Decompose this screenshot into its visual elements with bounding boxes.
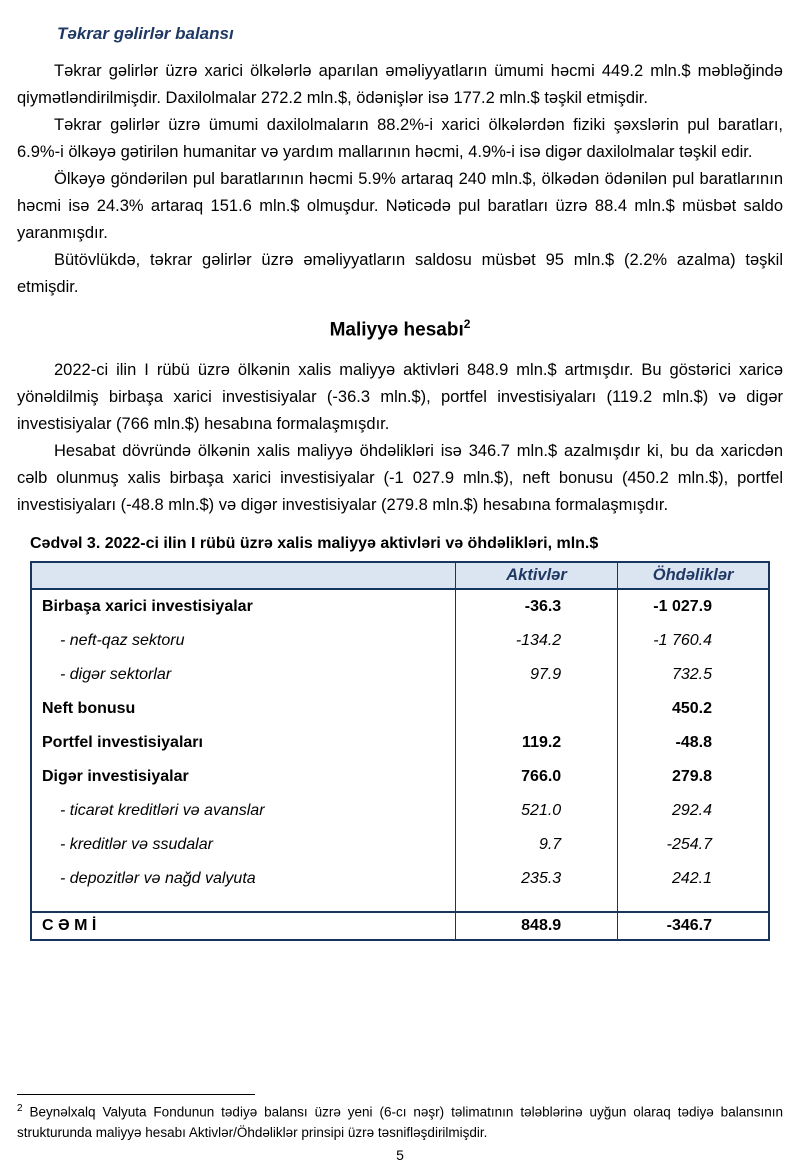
row-label: - depozitlər və nağd valyuta [31, 862, 455, 896]
row-label: Portfel investisiyaları [31, 726, 455, 760]
row-assets-value: -36.3 [455, 589, 617, 624]
footnote-body: Beynəlxalq Valyuta Fondunun tədiyə balansı üzrə yeni (6-cı nəşr) təlimatının tələblərinə uyğun olaraq tədiyə balansının strukturunda maliyyə hesabı Aktivlər/Öhdəliklər prinsipi üzrə təsnifləşdirilmişdir. [17, 1104, 783, 1140]
heading-financial-account-text: Maliyyə hesabı [329, 319, 464, 341]
row-assets-value: 119.2 [455, 726, 617, 760]
column-header-assets: Aktivlər [455, 562, 617, 589]
row-liabilities-value: -254.7 [618, 828, 769, 862]
row-assets-value: 521.0 [455, 794, 617, 828]
row-assets-value: 235.3 [455, 862, 617, 896]
row-liabilities-value: -1 760.4 [618, 624, 769, 658]
row-liabilities-value: 279.8 [618, 760, 769, 794]
row-label: C Ə M İ [31, 912, 455, 940]
table-row-total [31, 912, 769, 940]
row-assets-value: 9.7 [455, 828, 617, 862]
row-label: Birbaşa xarici investisiyalar [31, 589, 455, 624]
table-caption: Cədvəl 3. 2022-ci ilin I rübü üzrə xalis maliyyə aktivləri və öhdəlikləri, mln.$ [30, 535, 599, 553]
row-label: Neft bonusu [31, 692, 455, 726]
table-row-other-sectors [31, 658, 769, 692]
corner-cell [31, 562, 455, 589]
table-row-direct-investment [31, 589, 769, 624]
row-liabilities-value: -48.8 [618, 726, 769, 760]
net-financial-assets-liabilities-table [30, 561, 770, 941]
paragraph-recurrent-4: Bütövlükdə, təkrar gəlirlər üzrə əməliyyatların saldosu müsbət 95 mln.$ (2.2% azalma) təşkil etmişdir. [17, 251, 783, 296]
row-liabilities-value: 732.5 [618, 658, 769, 692]
footnote-reference-number: 2 [17, 1103, 23, 1114]
row-liabilities-value: -346.7 [618, 912, 769, 940]
row-assets-value [455, 896, 617, 912]
footnote-area [17, 1094, 783, 1143]
table-row-other-investment [31, 760, 769, 794]
paragraph-recurrent-2: Təkrar gəlirlər üzrə ümumi daxilolmaların 88.2%-i xarici ölkələrdən fiziki şəxslərin pul baratları, 6.9%-i ölkəyə gətirilən humanitar və yardım mallarının həcmi, 4.9%-i isə digər daxilolmalar təşkil edir. [17, 116, 783, 161]
row-liabilities-value [618, 896, 769, 912]
table-header-row [31, 562, 769, 589]
row-assets-value: -134.2 [455, 624, 617, 658]
paragraph-financial-2: Hesabat dövründə ölkənin xalis maliyyə öhdəlikləri isə 346.7 mln.$ azalmışdır ki, bu da xaricdən cəlb olunmuş xalis birbaşa xarici investisiyalar (-1 027.9 mln.$), neft bonusu (450.2 mln.$), portfel investisiyaları (-48.8 mln.$) və digər investisiyalar (279.8 mln.$) hesabına formalaşmışdır. [17, 442, 783, 515]
footnote-separator [17, 1094, 255, 1095]
paragraph-recurrent-1: Təkrar gəlirlər üzrə xarici ölkələrlə aparılan əməliyyatların ümumi həcmi 449.2 mln.$ məbləğində qiymətləndirilmişdir. Daxilolmalar 272.2 mln.$, ödənişlər isə 177.2 mln.$ təşkil etmişdir. [17, 62, 783, 107]
row-label: - digər sektorlar [31, 658, 455, 692]
row-label: - ticarət kreditləri və avanslar [31, 794, 455, 828]
row-liabilities-value: -1 027.9 [618, 589, 769, 624]
row-label: - neft-qaz sektoru [31, 624, 455, 658]
row-liabilities-value: 450.2 [618, 692, 769, 726]
row-liabilities-value: 242.1 [618, 862, 769, 896]
paragraph-recurrent-3: Ölkəyə göndərilən pul baratlarının həcmi 5.9% artaraq 240 mln.$, ölkədən ödənilən pul baratlarının həcmi isə 24.3% artaraq 151.6 mln.$ olmuşdur. Nəticədə pul baratları üzrə 88.4 mln.$ müsbət saldo yaranmışdır. [17, 170, 783, 242]
table-row-oil-gas-sector [31, 624, 769, 658]
row-assets-value [455, 692, 617, 726]
row-assets-value: 848.9 [455, 912, 617, 940]
row-assets-value: 766.0 [455, 760, 617, 794]
table-row-loans [31, 828, 769, 862]
table-row-oil-bonus [31, 692, 769, 726]
heading-financial-account [17, 317, 783, 341]
table-row-spacer [31, 896, 769, 912]
heading-recurrent-income-balance: Təkrar gəlirlər balansı [57, 24, 234, 43]
row-liabilities-value: 292.4 [618, 794, 769, 828]
heading-footnote-reference: 2 [463, 317, 471, 331]
column-header-liabilities: Öhdəliklər [618, 562, 769, 589]
row-assets-value: 97.9 [455, 658, 617, 692]
table-row-trade-credits [31, 794, 769, 828]
table-row-deposits-cash [31, 862, 769, 896]
paragraph-financial-1: 2022-ci ilin I rübü üzrə ölkənin xalis maliyyə aktivləri 848.9 mln.$ artmışdır. Bu göstərici xaricə yönəldilmiş birbaşa xarici investisiyalar (-36.3 mln.$), portfel investisiyaları (119.2 mln.$) və digər investisiyalar (766 mln.$) hesabına formalaşmışdır. [17, 361, 783, 434]
row-label [31, 896, 455, 912]
page-number: 5 [396, 1147, 404, 1163]
table-row-portfolio-investment [31, 726, 769, 760]
footnote-text [17, 1101, 783, 1143]
row-label: - kreditlər və ssudalar [31, 828, 455, 862]
row-label: Digər investisiyalar [31, 760, 455, 794]
